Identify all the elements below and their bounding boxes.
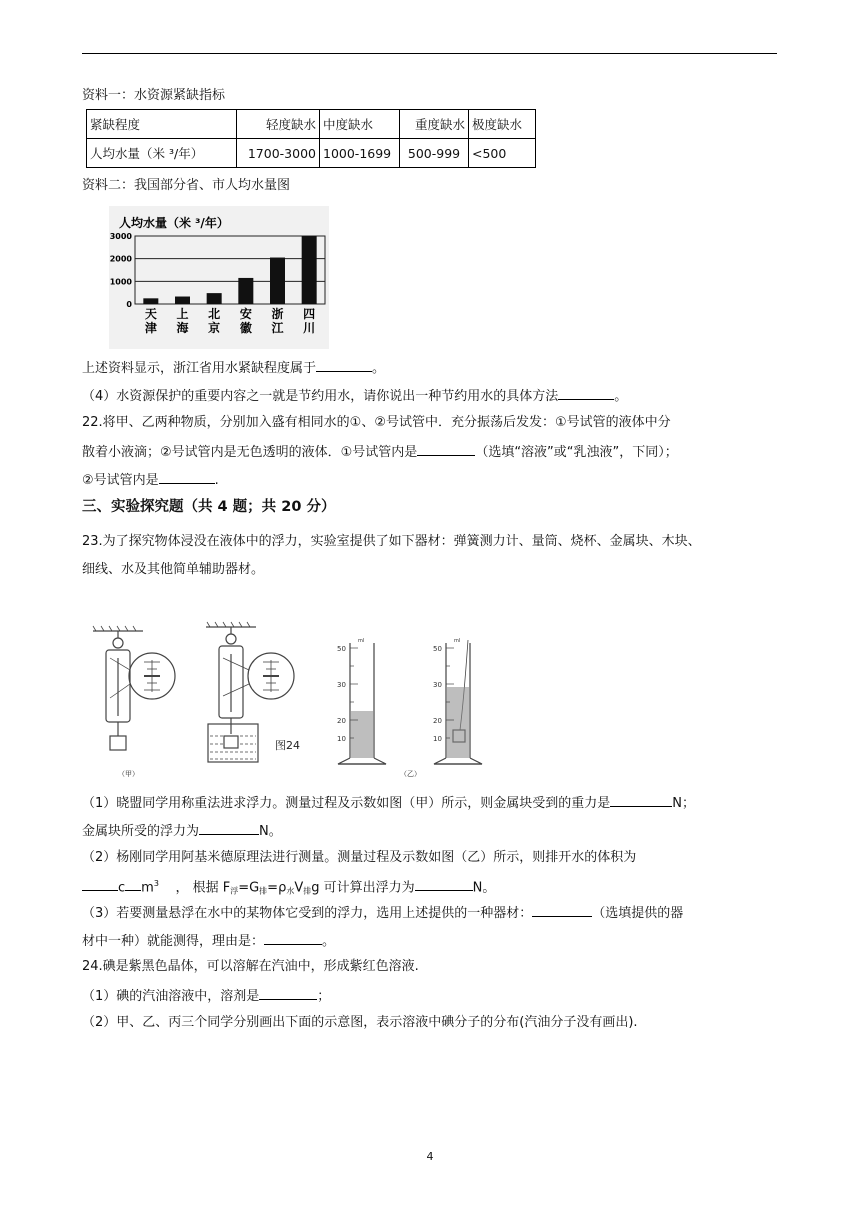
q22-text: . bbox=[214, 473, 219, 488]
chart-category-label: 浙 bbox=[271, 307, 284, 321]
q23-sub: 水 bbox=[286, 886, 295, 896]
q23-sup: 3 bbox=[153, 879, 159, 888]
q23-p3 bbox=[82, 902, 683, 924]
q23-text: N； bbox=[672, 796, 696, 811]
q23-text: （3）若要测量悬浮在水中的某物体它受到的浮力，选用上述提供的一种器材： bbox=[82, 906, 533, 921]
chart-category-label: 安 bbox=[239, 307, 252, 321]
q23-p1-cont bbox=[82, 820, 282, 842]
answer-blank[interactable] bbox=[264, 930, 322, 945]
table-cell: <500 bbox=[469, 139, 536, 168]
chart-bar bbox=[175, 297, 190, 304]
chart-ytick-label: 2000 bbox=[109, 254, 132, 264]
q23-p1 bbox=[82, 792, 695, 814]
q21-q4 bbox=[82, 385, 627, 407]
q23-p2: （2）杨刚同学用阿基米德原理法进行测量。测量过程及示数如图（乙）所示，则排开水的体积为 bbox=[82, 850, 637, 865]
answer-blank[interactable] bbox=[82, 876, 118, 891]
scarcity-table bbox=[86, 109, 536, 168]
cyl-tick: 10 bbox=[337, 735, 346, 743]
q23-p2-cont bbox=[82, 874, 495, 901]
chart-bar bbox=[302, 236, 317, 304]
q24-p2: （2）甲、乙、丙三个同学分别画出下面的示意图，表示溶液中碘分子的分布(汽油分子没有画出). bbox=[82, 1015, 638, 1030]
chart-category-label: 北 bbox=[208, 307, 221, 321]
table-cell: 人均水量（米 ³/年） bbox=[87, 139, 237, 168]
answer-blank[interactable] bbox=[259, 985, 317, 1000]
cyl-tick: 30 bbox=[433, 681, 442, 689]
chart-ytick-label: 0 bbox=[126, 300, 132, 309]
q23-text: N。 bbox=[472, 880, 496, 896]
q21-text: 上述资料显示，浙江省用水紧缺程度属于 bbox=[82, 361, 317, 376]
q4-end: 。 bbox=[614, 389, 628, 404]
chart-category-label: 四 bbox=[303, 307, 316, 321]
q4-text: （4）水资源保护的重要内容之一就是节约用水，请你说出一种节约用水的具体方法 bbox=[82, 389, 559, 404]
section-heading: 三、实验探究题（共 4 题；共 20 分） bbox=[82, 499, 336, 515]
answer-blank[interactable] bbox=[159, 469, 215, 484]
header-rule bbox=[82, 53, 777, 54]
q21-end: 。 bbox=[372, 361, 386, 376]
q23-text: m bbox=[141, 880, 154, 896]
chart-bar bbox=[143, 298, 158, 304]
q24-line1: 24.碘是紫黑色晶体，可以溶解在汽油中，形成紫红色溶液. bbox=[82, 959, 419, 974]
chart-category-label: 京 bbox=[208, 321, 221, 335]
table-cell: 500-999 bbox=[400, 139, 469, 168]
cyl-unit: ml bbox=[358, 638, 365, 644]
table-cell: 中度缺水 bbox=[320, 110, 400, 139]
material1-title: 资料一：水资源紧缺指标 bbox=[82, 88, 226, 103]
cyl-tick: 10 bbox=[433, 735, 442, 743]
chart-category-label: 上 bbox=[176, 307, 189, 321]
table-cell: 紧缺程度 bbox=[87, 110, 237, 139]
table-row bbox=[87, 139, 536, 168]
q23-text: c bbox=[118, 880, 126, 896]
cyl-unit: ml bbox=[454, 638, 461, 644]
answer-blank[interactable] bbox=[417, 441, 475, 456]
answer-blank[interactable] bbox=[610, 792, 672, 807]
q22-text: （选填“溶液”或“乳浊液”，下同）； bbox=[475, 445, 678, 460]
q23-text: ， 根据 F bbox=[175, 880, 231, 896]
q23-text: g 可计算出浮力为 bbox=[311, 880, 415, 896]
chart-bar bbox=[270, 258, 285, 304]
chart-bar bbox=[238, 278, 253, 304]
chart-category-label: 江 bbox=[271, 321, 284, 335]
cyl-tick: 50 bbox=[337, 645, 346, 653]
cyl-tick: 50 bbox=[433, 645, 442, 653]
label-jia: （甲） bbox=[118, 770, 139, 778]
answer-blank[interactable] bbox=[532, 902, 592, 917]
q23-text: 金属块所受的浮力为 bbox=[82, 824, 200, 839]
q23-text: N。 bbox=[259, 824, 282, 839]
q24-text: ； bbox=[317, 989, 331, 1004]
chart-category-label: 天 bbox=[144, 307, 157, 321]
table-cell: 重度缺水 bbox=[400, 110, 469, 139]
q23-text: 。 bbox=[322, 934, 336, 949]
q22-line3 bbox=[82, 469, 219, 491]
cyl-tick: 30 bbox=[337, 681, 346, 689]
q23-p3-cont bbox=[82, 930, 335, 952]
answer-blank[interactable] bbox=[125, 876, 141, 891]
q23-text: V bbox=[294, 880, 304, 896]
q23-text: =G bbox=[238, 880, 260, 896]
water-per-capita-chart bbox=[109, 206, 329, 349]
q22-line2 bbox=[82, 441, 678, 463]
q24-p1 bbox=[82, 985, 330, 1007]
cyl-tick: 20 bbox=[433, 717, 442, 725]
table-row bbox=[87, 110, 536, 139]
figure-24 bbox=[88, 618, 498, 780]
q23-text: （选填提供的器 bbox=[592, 906, 684, 921]
chart-ytick-label: 1000 bbox=[109, 277, 132, 287]
q23-line2: 细线、水及其他简单辅助器材。 bbox=[82, 562, 265, 577]
figure-label: 图24 bbox=[275, 739, 300, 752]
q24-text: （1）碘的汽油溶液中，溶剂是 bbox=[82, 989, 260, 1004]
q23-text: （1）晓盟同学用称重法进求浮力。测量过程及示数如图（甲）所示，则金属块受到的重力是 bbox=[82, 796, 611, 811]
table-cell: 极度缺水 bbox=[469, 110, 536, 139]
table-cell: 1700-3000 bbox=[237, 139, 320, 168]
q23-text: =ρ bbox=[267, 880, 287, 896]
answer-blank[interactable] bbox=[558, 385, 614, 400]
chart-ytick-label: 3000 bbox=[109, 232, 132, 241]
label-yi: （乙） bbox=[400, 770, 421, 778]
chart-category-label: 海 bbox=[176, 321, 189, 335]
chart-category-label: 津 bbox=[144, 321, 157, 335]
q23-line1: 23.为了探究物体浸没在液体中的浮力，实验室提供了如下器材：弹簧测力计、量筒、烧杯、金属块、木块、 bbox=[82, 534, 701, 549]
answer-blank[interactable] bbox=[199, 820, 259, 835]
answer-blank[interactable] bbox=[415, 876, 473, 891]
table-cell: 1000-1699 bbox=[320, 139, 400, 168]
chart-bar bbox=[207, 293, 222, 304]
page-number: 4 bbox=[426, 1150, 434, 1163]
chart-category-label: 川 bbox=[303, 321, 316, 335]
cyl-tick: 20 bbox=[337, 717, 346, 725]
material2-title: 资料二：我国部分省、市人均水量图 bbox=[82, 178, 291, 193]
q23-sub: 排 bbox=[259, 886, 268, 896]
table-cell: 轻度缺水 bbox=[237, 110, 320, 139]
q22-text: 散着小液滴；②号试管内是无色透明的液体．①号试管内是 bbox=[82, 445, 418, 460]
q21-line1 bbox=[82, 357, 385, 379]
answer-blank[interactable] bbox=[316, 357, 372, 372]
chart-title: 人均水量（米 ³/年） bbox=[119, 216, 229, 230]
q23-text: 材中一种）就能测得，理由是： bbox=[82, 934, 265, 949]
q23-sub: 排 bbox=[303, 886, 312, 896]
q22-text: ②号试管内是 bbox=[82, 473, 159, 488]
q22-line1: 22.将甲、乙两种物质，分别加入盛有相同水的①、②号试管中．充分振荡后发发：①号试管的液体中分 bbox=[82, 415, 671, 430]
q23-sub: 浮 bbox=[230, 886, 239, 896]
chart-category-label: 徽 bbox=[239, 321, 252, 335]
